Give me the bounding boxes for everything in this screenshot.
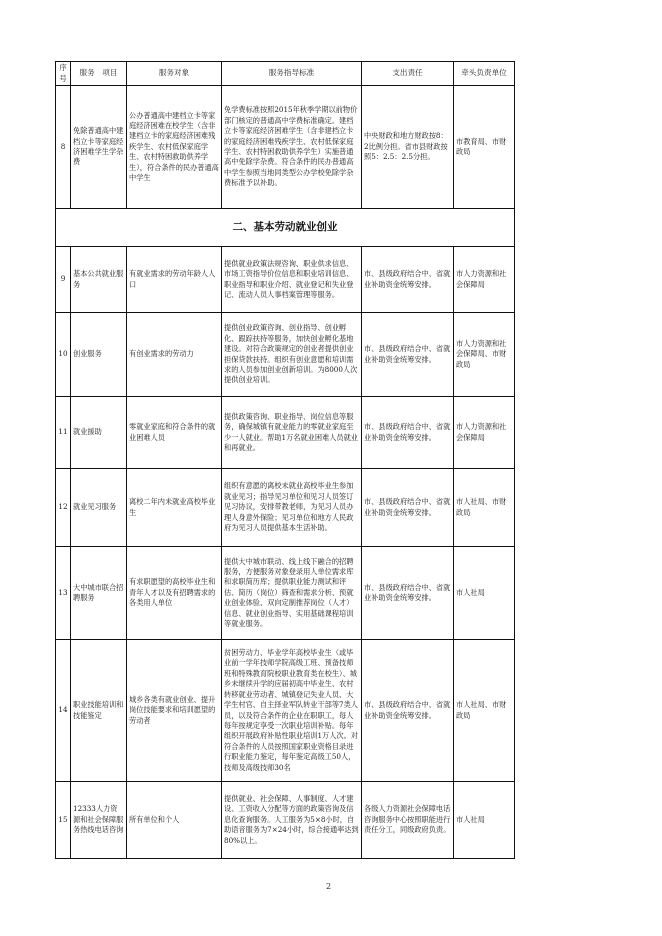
row-no: 12 bbox=[56, 469, 71, 547]
row-target: 零就业家庭和符合条件的就业困难人员 bbox=[127, 397, 222, 469]
section-header-row bbox=[56, 209, 515, 247]
row-lead: 市人社局、市财政局 bbox=[454, 469, 515, 547]
section-title: 二、基本劳动就业创业 bbox=[56, 209, 515, 247]
row-standard: 提供政策咨询、职业指导、岗位信息等服务，确保城镇有就业能力的零就业家庭至少一人就业。帮助1万名就业困难人员就业和再就业。 bbox=[222, 397, 362, 469]
row-no: 13 bbox=[56, 547, 71, 640]
row-expense: 市、县级政府结合中、省就业补助资金统筹安排。 bbox=[362, 313, 454, 397]
table-row bbox=[56, 397, 515, 469]
header-item: 服务 项目 bbox=[71, 62, 127, 86]
row-no: 9 bbox=[56, 247, 71, 313]
row-target: 离校二年内未就业高校毕业生 bbox=[127, 469, 222, 547]
header-no: 序号 bbox=[56, 62, 71, 86]
row-item: 创业服务 bbox=[71, 313, 127, 397]
row-item: 大中城市联合招聘服务 bbox=[71, 547, 127, 640]
page-number: 2 bbox=[326, 882, 332, 891]
row-target: 公办普通高中建档立卡等家庭经济困难在校学生（含非建档立卡的家庭经济困难残疾学生、农村低保家庭学生、农村特困救助供养学生），符合条件的民办普通高中学生 bbox=[127, 86, 222, 209]
header-lead: 牵头负责单位 bbox=[454, 62, 515, 86]
row-no: 11 bbox=[56, 397, 71, 469]
table-header-row bbox=[56, 62, 515, 86]
row-no: 8 bbox=[56, 86, 71, 209]
table-row bbox=[56, 640, 515, 782]
row-expense: 市、县级政府结合中、省就业补助资金统筹安排。 bbox=[362, 469, 454, 547]
row-no: 10 bbox=[56, 313, 71, 397]
row-lead: 市人力资源和社会保障局 bbox=[454, 247, 515, 313]
row-expense: 市、县级政府结合中、省就业补助资金统筹安排。 bbox=[362, 547, 454, 640]
row-no: 14 bbox=[56, 640, 71, 782]
row-standard: 提供创业政策咨询、创业指导、创业孵化、跟踪扶持等服务，加快创业孵化基地建设。对符合政策规定的创业者提供创业担保贷款扶持。组织有创业意愿和培训需求的人员参加创业创新培训。为8000人次提供创业培训。 bbox=[222, 313, 362, 397]
header-standard: 服务指导标准 bbox=[222, 62, 362, 86]
table-row bbox=[56, 782, 515, 859]
row-target: 有创业需求的劳动力 bbox=[127, 313, 222, 397]
row-item: 就业见习服务 bbox=[71, 469, 127, 547]
row-lead: 市人力资源和社会保障局 bbox=[454, 397, 515, 469]
row-standard: 组织有意愿的离校未就业高校毕业生参加就业见习；指导见习单位和见习人员签订见习协议，安排带教老师，为见习人员办理人身意外保险；见习单位和地方人民政府为见习人员提供基本生活补助。 bbox=[222, 469, 362, 547]
row-lead: 市人社局 bbox=[454, 782, 515, 859]
row-item: 免除普通高中建档立卡等家庭经济困难学生学杂费 bbox=[71, 86, 127, 209]
row-item: 就业援助 bbox=[71, 397, 127, 469]
row-expense: 市、县级政府结合中、省就业补助资金统筹安排。 bbox=[362, 640, 454, 782]
row-standard: 提供就业、社会保障、人事制度、人才建设、工资收入分配等方面的政策咨询及信息化查询服务。人工服务为5×8小时，自助语音服务为7×24小时，综合接通率达到80%以上。 bbox=[222, 782, 362, 859]
header-target: 服务对象 bbox=[127, 62, 222, 86]
row-expense: 中央财政和地方财政按8：2比例分担。省市县财政按照5：2.5：2.5分担。 bbox=[362, 86, 454, 209]
row-standard bbox=[222, 640, 362, 782]
row-standard: 提供就业政策法规咨询、职业供求信息、市场工资指导价位信息和职业培训信息、职业指导和职业介绍、就业登记和失业登记、流动人员人事档案管理等服务。 bbox=[222, 247, 362, 313]
row-lead: 市人社局、市财政局 bbox=[454, 640, 515, 782]
header-expense: 支出责任 bbox=[362, 62, 454, 86]
row-standard: 免学费标准按照2015年秋季学期以前物价部门核定的普通高中学费标准确定。建档立卡等家庭经济困难学生（含非建档立卡的家庭经济困难残疾学生、农村低保家庭学生、农村特困救助供养学生）实施普通高中免除学杂费。符合条件的民办普通高中学生参照当地同类型公办学校免除学杂费标准予以补助。 bbox=[222, 86, 362, 209]
row-item: 基本公共就业服务 bbox=[71, 247, 127, 313]
row-no: 15 bbox=[56, 782, 71, 859]
row-target: 城乡各类有就业创业、提升岗位技能要求和培训愿望的劳动者 bbox=[127, 640, 222, 782]
row-expense: 各级人力资源社会保障电话咨询服务中心按照职能进行责任分工，同级政府负责。 bbox=[362, 782, 454, 859]
row-item: 职业技能培训和技能鉴定 bbox=[71, 640, 127, 782]
public-services-table bbox=[55, 61, 515, 859]
table-row bbox=[56, 547, 515, 640]
row-target: 有求职愿望的高校毕业生和青年人才以及有招聘需求的各类用人单位 bbox=[127, 547, 222, 640]
row-expense: 市、县级政府结合中、省就业补助资金统筹安排。 bbox=[362, 247, 454, 313]
row-lead: 市人社局 bbox=[454, 547, 515, 640]
row-lead: 市人力资源和社会保障局、市财政局 bbox=[454, 313, 515, 397]
row-item: 12333人力资源和社会保障服务热线电话咨询 bbox=[71, 782, 127, 859]
table-row bbox=[56, 313, 515, 397]
row-lead: 市教育局、市财政局 bbox=[454, 86, 515, 209]
table-row bbox=[56, 86, 515, 209]
row-target: 有就业需求的劳动年龄人人口 bbox=[127, 247, 222, 313]
row-standard: 提供大中城市联动、线上线下融合的招聘服务，方便服务对象登录用人单位需求库和求职简历库；提供职业能力测试和评估、简历（岗位）筛查和需求分析、预就业创业体验、双向定制推荐岗位（人才）信息、就业创业指导、实用基础课程培训等就业服务。 bbox=[222, 547, 362, 640]
row-expense: 市、县级政府结合中、省就业补助资金统筹安排。 bbox=[362, 397, 454, 469]
row-target: 所有单位和个人 bbox=[127, 782, 222, 859]
table-row bbox=[56, 469, 515, 547]
row-standard-text: 贫困劳动力、毕业学年高校毕业生（或毕业前一学年技师学院高级工班、预备技师班和特殊教育院校职业教育类在校生）、城乡未继续升学的应届初高中毕业生、农村转移就业劳动者、城镇登记失业人员、大学生村官、自主择业军队转业干部等7类人员，以及符合条件的企业在职职工，每人每年按规定享受一次职业培训补贴。每年组织开展政府补贴性职业培训1万人次。对符合条件的人员按照国家职业资格目录进行职业能力鉴定，每年鉴定高级工50人，技师及高级技师30名 bbox=[224, 648, 358, 772]
table-row bbox=[56, 247, 515, 313]
